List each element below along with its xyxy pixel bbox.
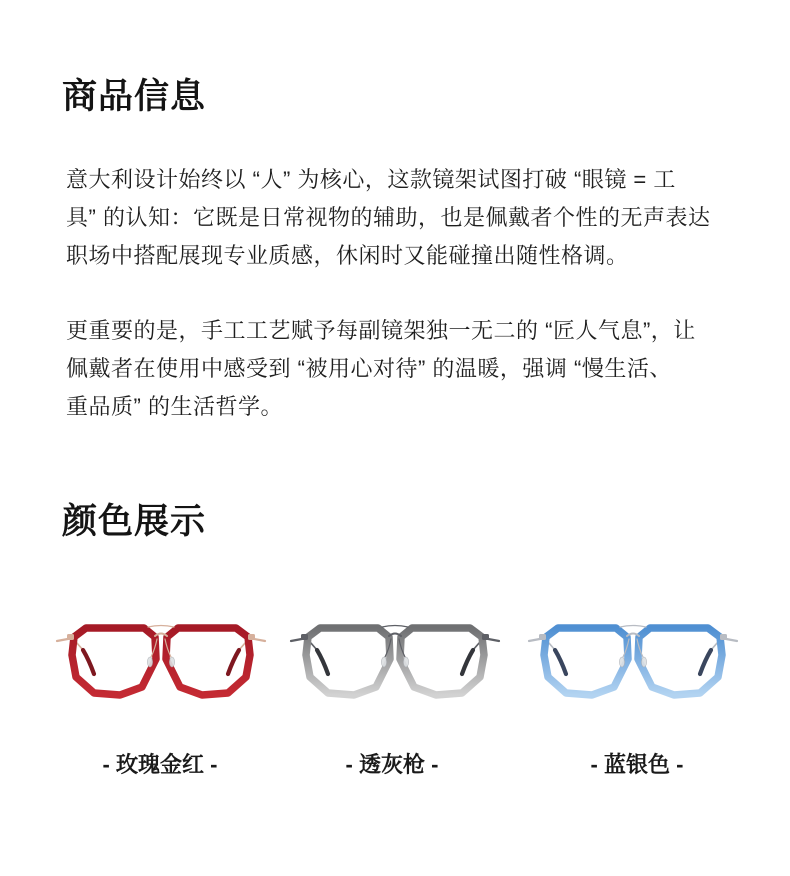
left-hinge bbox=[539, 634, 546, 640]
paragraph-line: 佩戴者在使用中感受到 “被用心对待” 的温暖，强调 “慢生活、 bbox=[66, 356, 672, 381]
right-temple-tip bbox=[462, 650, 473, 674]
color-label-rose-gold-red: - 玫瑰金红 - bbox=[102, 752, 218, 777]
color-display-heading: 颜色展示 bbox=[62, 502, 207, 541]
left-lens-frame bbox=[544, 628, 628, 695]
left-nose-pad bbox=[381, 657, 386, 667]
glasses-image-rose-gold-red bbox=[56, 617, 266, 707]
glasses-icon bbox=[528, 617, 738, 707]
right-lens-frame bbox=[166, 628, 250, 695]
right-temple-tip bbox=[228, 650, 239, 674]
left-nose-pad bbox=[147, 657, 152, 667]
left-nose-pad bbox=[619, 657, 624, 667]
left-temple-tip bbox=[555, 650, 566, 674]
paragraph-line: 职场中搭配展现专业质感，休闲时又能碰撞出随性格调。 bbox=[66, 243, 629, 268]
color-label-clear-gray-gunmetal: - 透灰枪 - bbox=[345, 752, 439, 777]
left-temple-tip bbox=[317, 650, 328, 674]
bridge bbox=[389, 634, 401, 637]
top-bar bbox=[620, 626, 646, 628]
left-hinge bbox=[301, 634, 308, 640]
paragraph-line: 重品质” 的生活哲学。 bbox=[66, 394, 283, 419]
left-hinge bbox=[67, 634, 74, 640]
left-lens-frame bbox=[306, 628, 390, 695]
right-nose-pad bbox=[169, 657, 174, 667]
glasses-image-clear-gray-gunmetal bbox=[290, 617, 500, 707]
right-hinge bbox=[248, 634, 255, 640]
glasses-image-blue-silver bbox=[528, 617, 738, 707]
paragraph-line: 更重要的是，手工工艺赋予每副镜架独一无二的 “匠人气息”，让 bbox=[66, 318, 696, 343]
glasses-icon bbox=[290, 617, 500, 707]
right-temple-tip bbox=[700, 650, 711, 674]
right-hinge bbox=[720, 634, 727, 640]
product-info-paragraph-1 bbox=[66, 161, 710, 275]
top-bar bbox=[148, 626, 174, 628]
right-nose-pad bbox=[641, 657, 646, 667]
right-lens-frame bbox=[400, 628, 484, 695]
left-temple-tip bbox=[83, 650, 94, 674]
top-bar bbox=[382, 626, 408, 628]
right-nose-pad bbox=[403, 657, 408, 667]
paragraph-line: 具” 的认知：它既是日常视物的辅助，也是佩戴者个性的无声表达 bbox=[66, 205, 711, 230]
bridge bbox=[627, 634, 639, 637]
product-info-heading: 商品信息 bbox=[62, 77, 207, 116]
left-lens-frame bbox=[72, 628, 156, 695]
glasses-icon bbox=[56, 617, 266, 707]
bridge bbox=[155, 634, 167, 637]
product-info-paragraph-2 bbox=[66, 312, 696, 426]
paragraph-line: 意大利设计始终以 “人” 为核心，这款镜架试图打破 “眼镜 = 工 bbox=[66, 167, 676, 192]
color-label-blue-silver: - 蓝银色 - bbox=[590, 752, 684, 777]
right-lens-frame bbox=[638, 628, 722, 695]
right-hinge bbox=[482, 634, 489, 640]
